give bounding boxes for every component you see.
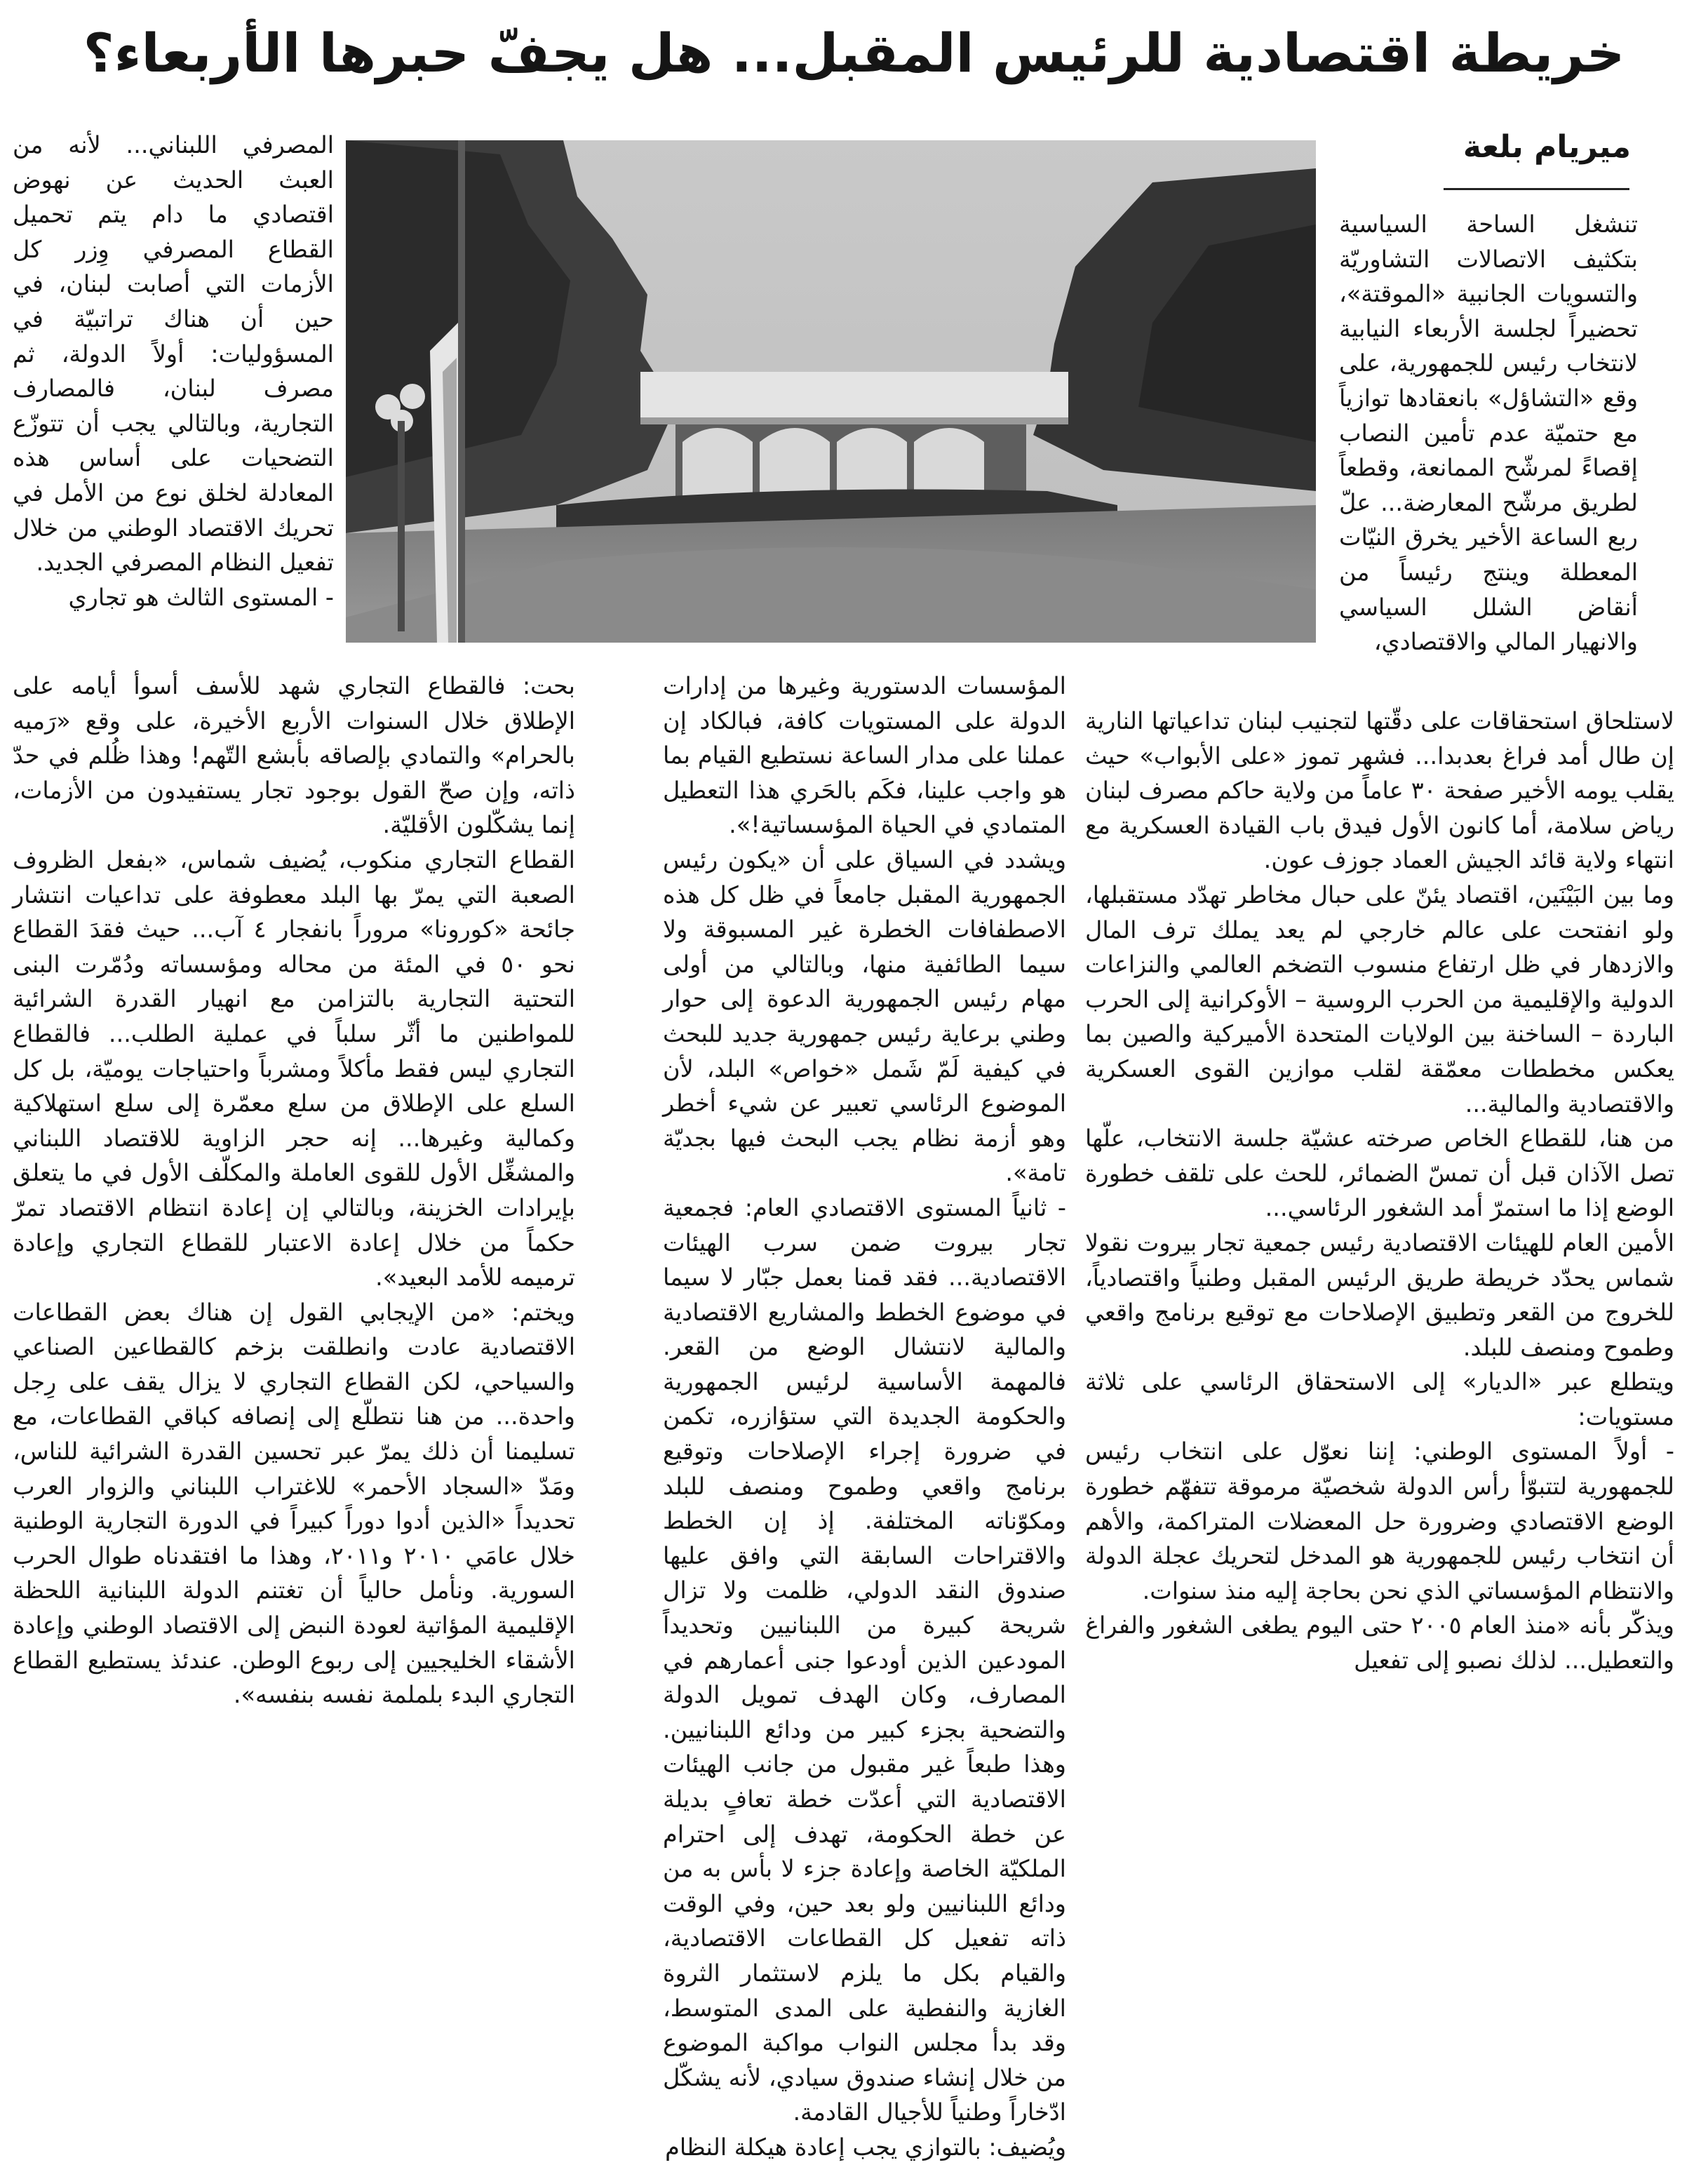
paragraph: تنشغل الساحة السياسية بتكثيف الاتصالات التشاوريّة والتسويات الجانبية «الموقتة»، تحضيراً لجلسة الأربعاء النيابية لانتخاب رئيس للجمهورية، على وقع «التشاؤل» بانعقادها توازياً مع حتميّة عدم تأمين النصاب إقصاءً لمرشّح الممانعة، وقطعاً لطريق مرشّح المعارضة... علّ ربع الساعة الأخير يخرق النيّات المعطلة وينتج رئيساً من أنقاض الشلل السياسي والانهيار المالي والاقتصادي، [1339,210,1638,656]
paragraph: - ثانياً المستوى الاقتصادي العام: فجمعية تجار بيروت ضمن سرب الهيئات الاقتصادية... فقد قمنا بعمل جبّار لا سيما في موضوع الخطط والمشاريع الاقتصادية والمالية لانتشال الوضع من القعر. فالمهمة الأساسية لرئيس الجمهورية والحكومة الجديدة التي ستؤازره، تكمن في ضرورة إجراء الإصلاحات وتوقيع برنامج واقعي وطموح ومنصف للبلد ومكوّناته المختلفة. إذ إن الخطط والاقتراحات السابقة التي وافق عليها صندوق النقد الدولي، ظلمت ولا تزال شريحة كبيرة من اللبنانيين وتحديداً المودعين الذين أودعوا جنى أعمارهم في المصارف، وكان الهدف تمويل الدولة والتضحية بجزء كبير من ودائع اللبنانيين. وهذا طبعاً غير مقبول من جانب الهيئات الاقتصادية التي أعدّت خطة تعافٍ بديلة عن خطة الحكومة، تهدف إلى احترام الملكيّة الخاصة وإعادة جزء لا بأس به من ودائع اللبنانيين ولو بعد حين، وفي الوقت ذاته تفعيل كل القطاعات الاقتصادية، والقيام بكل ما يلزم لاستثمار الثروة الغازية والنفطية على المدى المتوسط، وقد بدأ مجلس النواب مواكبة الموضوع من خلال إنشاء صندوق سيادي، لأنه يشكّل ادّخاراً وطنياً للأجيال القادمة. [663,1193,1066,2126]
paragraph: ويُضيف: بالتوازي يجب إعادة هيكلة النظام [665,2133,1066,2161]
paragraph: ويختم: «من الإيجابي القول إن هناك بعض القطاعات الاقتصادية عادت وانطلقت بزخم كالقطاعين الصناعي والسياحي، لكن القطاع التجاري لا يزال يقف على رِجل واحدة... من هنا نتطلّع إلى إنصافه كباقي القطاعات، مع تسليمنا أن ذلك يمرّ عبر تحسين القدرة الشرائية للناس، ومَدّ «السجاد الأحمر» للاغتراب اللبناني والزوار العرب تحديداً «الذين أدوا دوراً كبيراً في الدورة التجارية الوطنية خلال عامَي ٢٠١٠ و٢٠١١، وهذا ما افتقدناه طوال الحرب السورية. ونأمل حالياً أن تغتنم الدولة اللبنانية اللحظة الإقليمية المؤاتية لعودة النبض إلى الاقتصاد الوطني وإعادة الأشقاء الخليجيين إلى ربوع الوطن. عندئذ يستطيع القطاع التجاري البدء بلملمة نفسه بنفسه». [13,1298,575,1709]
palace-photo-illustration [346,140,1316,643]
paragraph: ويشدد في السياق على أن «يكون رئيس الجمهورية المقبل جامعاً في ظل كل هذه الاصطفافات الخطرة غير المسبوقة ولا سيما الطائفية منها، وبالتالي من أولى مهام رئيس الجمهورية الدعوة إلى حوار وطني برعاية رئيس جمهورية جديد للبحث في كيفية لَمّ شَمل «خواص» البلد، لأن الموضوع الرئاسي تعبير عن شيء أخطر وهو أزمة نظام يجب البحث فيها بجديّة تامة». [663,845,1066,1187]
article-column-left-bottom [13,669,575,1712]
palace-photo [346,140,1316,643]
paragraph: ويتطلع عبر «الديار» إلى الاستحقاق الرئاسي على ثلاثة مستويات: [1085,1368,1674,1430]
paragraph: المؤسسات الدستورية وغيرها من إدارات الدولة على المستويات كافة، فبالكاد إن عملنا على مدار الساعة نستطيع القيام بما هو واجب علينا، فكَم بالحَري هذا التعطيل المتمادي في الحياة المؤسساتية!». [663,672,1066,839]
paragraph: الأمين العام للهيئات الاقتصادية رئيس جمعية تجار بيروت نقولا شماس يحدّد خريطة طريق الرئيس المقبل وطنياً واقتصادياً، للخروج من القعر وتطبيق الإصلاحات مع توقيع برنامج واقعي وطموح ومنصف للبلد. [1085,1228,1674,1361]
paragraph: وما بين البَيْنَين، اقتصاد يئنّ على حبال مخاطر تهدّد مستقبلها، ولو انفتحت على عالم خارجي لم يعد يملك ترف المال والازدهار في ظل ارتفاع منسوب التضخم العالمي والنزاعات الدولية والإقليمية من الحرب الروسية – الأوكرانية إلى الحرب الباردة – الساخنة بين الولايات المتحدة الأميركية والصين بما يعكس مخططات معمّقة لقلب موازين القوى العسكرية والاقتصادية والمالية... [1085,880,1674,1118]
byline-divider [1444,188,1629,190]
article-column-middle [663,669,1066,2165]
byline: ميريام بلعة [1462,129,1631,165]
article-column-left-top [13,128,334,615]
paragraph: لاستلحاق استحقاقات على دقّتها لتجنيب لبنان تداعياتها النارية إن طال أمد فراغ بعدبدا... فشهر تموز «على الأبواب» حيث يقلب يومه الأخير صفحة ٣٠ عاماً من ولاية حاكم مصرف لبنان رياض سلامة، أما كانون الأول فيدق باب القيادة العسكرية مع انتهاء ولاية قائد الجيش العماد جوزف عون. [1085,707,1674,874]
paragraph: - أولاً المستوى الوطني: إننا نعوّل على انتخاب رئيس للجمهورية لتتبوّأ رأس الدولة شخصيّة مرموقة تتفهّم خطورة الوضع الاقتصادي وضرورة حل المعضلات المتراكمة، والأهم أن انتخاب رئيس للجمهورية هو المدخل لتحريك عجلة الدولة والانتظام المؤسساتي الذي نحن بحاجة إليه منذ سنوات. [1085,1437,1674,1604]
paragraph: من هنا، للقطاع الخاص صرخته عشيّة جلسة الانتخاب، علّها تصل الآذان قبل أن تمسّ الضمائر، للحث على تلقف خطورة الوضع إذا ما استمرّ أمد الشغور الرئاسي... [1085,1125,1674,1222]
paragraph: - المستوى الثالث هو تجاري [68,583,334,611]
paragraph: المصرفي اللبناني... لأنه من العبث الحديث عن نهوض اقتصادي ما دام يتم تحميل القطاع المصرفي وِزر كل الأزمات التي أصابت لبنان، في حين أن هناك تراتبيّة في المسؤوليات: أولاً الدولة، ثم مصرف لبنان، فالمصارف التجارية، وبالتالي يجب أن تتوزّع التضحيات على أساس هذه المعادلة لخلق نوع من الأمل في تحريك الاقتصاد الوطني من خلال تفعيل النظام المصرفي الجديد. [13,131,334,577]
article-column-right-top [1339,207,1638,659]
headline: خريطة اقتصادية للرئيس المقبل... هل يجفّ حبرها الأربعاء؟ [83,22,1625,84]
paragraph: ويذكّر بأنه «منذ العام ٢٠٠٥ حتى اليوم يطغى الشغور والفراغ والتعطيل... لذلك نصبو إلى تفعيل [1085,1611,1674,1675]
paragraph: القطاع التجاري منكوب، يُضيف شماس، «بفعل الظروف الصعبة التي يمرّ بها البلد معطوفة على تداعيات انتشار جائحة «كورونا» مروراً بانفجار ٤ آب... حيث فقدَ القطاع نحو ٥٠ في المئة من محاله ومؤسساته ودُمّرت البنى التحتية التجارية بالتزامن مع انهيار القدرة الشرائية للمواطنين ما أثّر سلباً في عملية الطلب... فالقطاع التجاري ليس فقط مأكلاً ومشرباً واحتياجات يوميّة، بل كل السلع على الإطلاق من سلع معمّرة إلى سلع استهلاكية وكمالية وغيرها... إنه حجر الزاوية للاقتصاد اللبناني والمشغِّل الأول للقوى العاملة والمكلّف الأول في ما يتعلق بإيرادات الخزينة، وبالتالي إن إعادة انتظام الاقتصاد تمرّ حكماً من خلال إعادة الاعتبار للقطاع التجاري وإعادة ترميمه للأمد البعيد». [13,845,576,1292]
paragraph: بحت: فالقطاع التجاري شهد للأسف أسوأ أيامه على الإطلاق خلال السنوات الأربع الأخيرة، على وقع «رَميه بالحرام» والتمادي بإلصاقه بأبشع التّهم! وهذا ظُلم في حدّ ذاته، وإن صحّ القول بوجود تجار يستفيدون من الأزمات، إنما يشكّلون الأقليّة. [13,672,575,839]
article-column-right-bottom [1085,704,1674,1678]
